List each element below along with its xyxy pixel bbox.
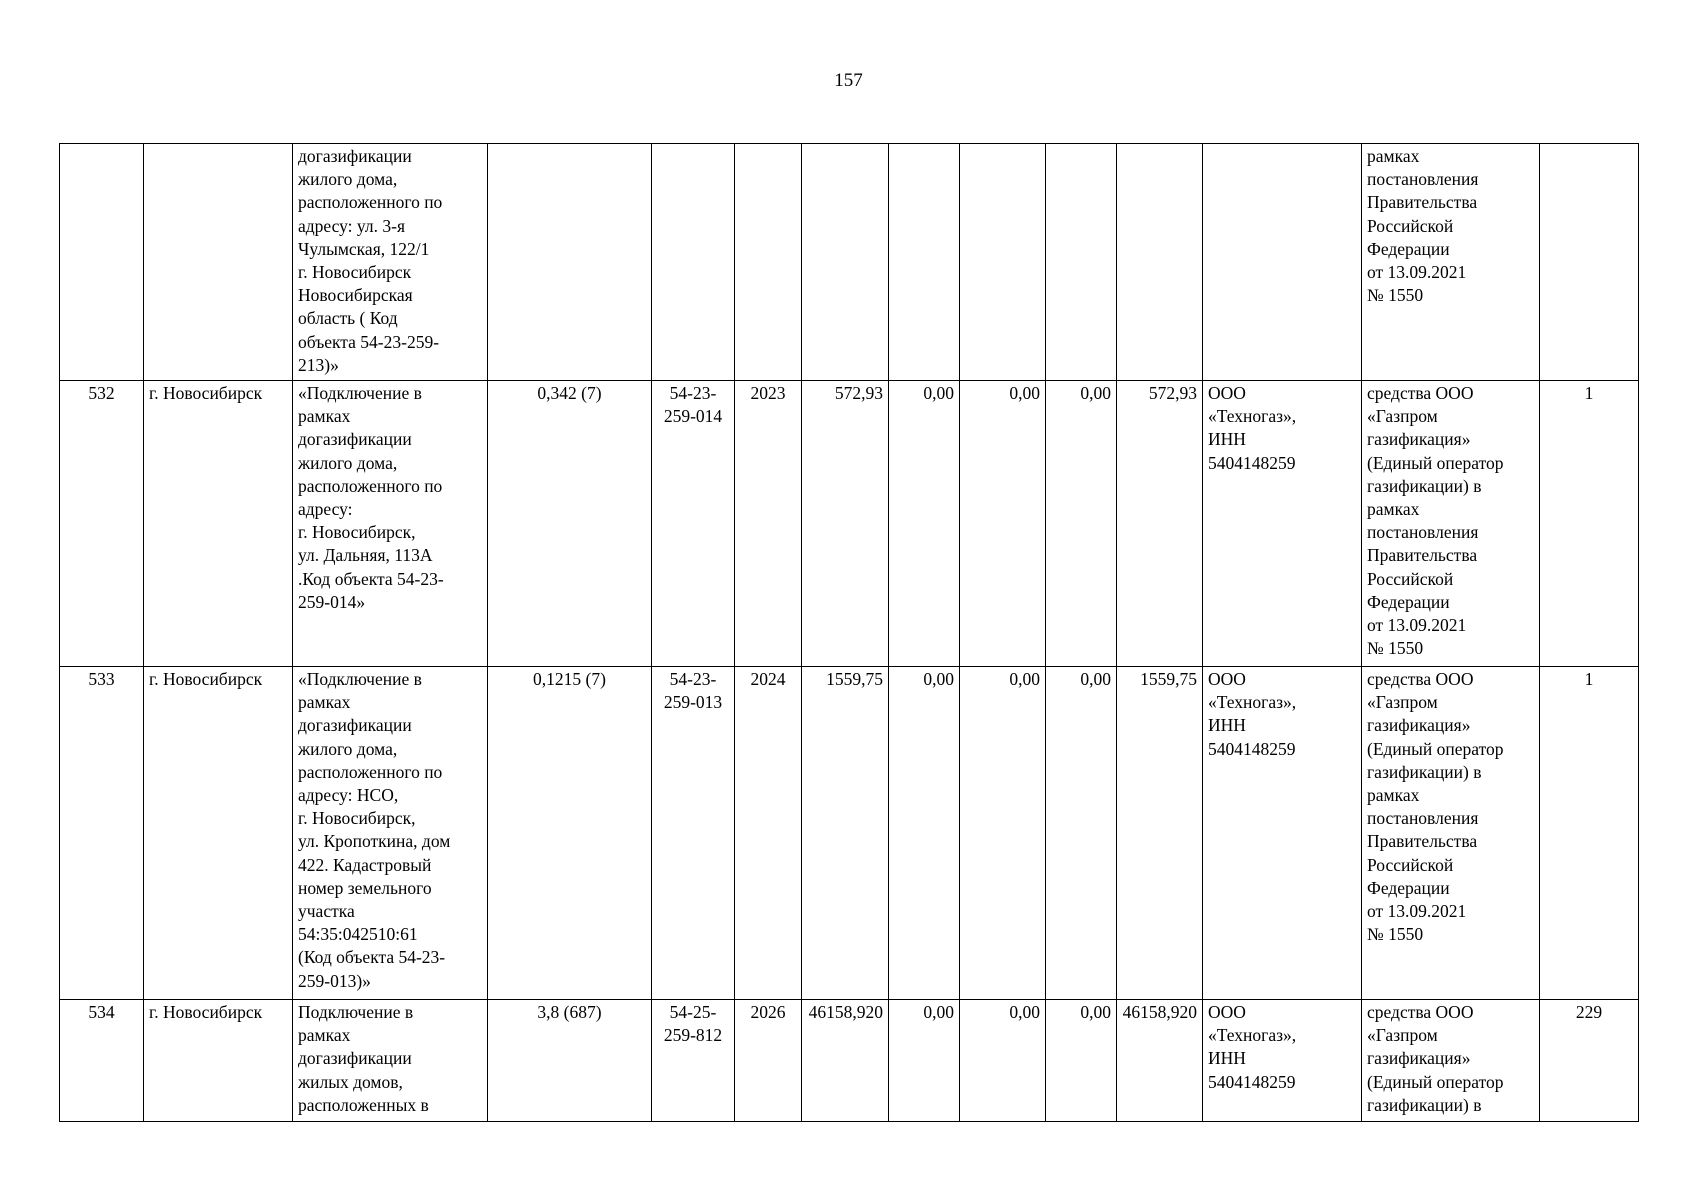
cost-col-1-cell: 0,00 (889, 667, 960, 1000)
cost-col-3-cell (1046, 144, 1117, 381)
total-cost-cell: 572,93 (802, 381, 889, 667)
cost-col-1-cell: 0,00 (889, 1000, 960, 1122)
count-cell: 1 (1540, 667, 1639, 1000)
table-row (60, 1000, 1639, 1122)
capacity-cell: 3,8 (687) (488, 1000, 652, 1122)
description-cell: догазификации жилого дома, расположенного по адресу: ул. 3-я Чулымская, 122/1 г. Новосибирск Новосибирская область ( Код объекта 54-23-259- 213)» (293, 144, 488, 381)
object-code-cell (652, 144, 735, 381)
description-cell: Подключение в рамках догазификации жилых домов, расположенных в (293, 1000, 488, 1122)
cost-col-3-cell: 0,00 (1046, 1000, 1117, 1122)
investment-program-table (59, 143, 1639, 1122)
settlement-cell: г. Новосибирск (144, 381, 293, 667)
funding-source-cell: средства ООО «Газпром газификация» (Единый оператор газификации) в рамках постановления Правительства Российской Федерации от 13.09.2021 № 1550 (1362, 667, 1540, 1000)
row-number-cell: 532 (60, 381, 144, 667)
funding-source-cell: средства ООО «Газпром газификация» (Единый оператор газификации) в рамках постановления Правительства Российской Федерации от 13.09.2021 № 1550 (1362, 381, 1540, 667)
total-cost-cell: 1559,75 (802, 667, 889, 1000)
cost-col-4-cell: 46158,920 (1117, 1000, 1203, 1122)
cost-col-2-cell: 0,00 (960, 381, 1046, 667)
count-cell: 229 (1540, 1000, 1639, 1122)
settlement-cell (144, 144, 293, 381)
settlement-cell: г. Новосибирск (144, 667, 293, 1000)
row-number-cell: 533 (60, 667, 144, 1000)
executor-cell: ООО «Техногаз», ИНН 5404148259 (1203, 667, 1362, 1000)
cost-col-1-cell: 0,00 (889, 381, 960, 667)
executor-cell (1203, 144, 1362, 381)
object-code-cell: 54-25- 259-812 (652, 1000, 735, 1122)
object-code-cell: 54-23- 259-014 (652, 381, 735, 667)
capacity-cell (488, 144, 652, 381)
cost-col-2-cell: 0,00 (960, 1000, 1046, 1122)
cost-col-2-cell: 0,00 (960, 667, 1046, 1000)
description-cell: «Подключение в рамках догазификации жилого дома, расположенного по адресу: НСО, г. Новосибирск, ул. Кропоткина, дом 422. Кадастровый номер земельного участка 54:35:042510:61 (Код объекта 54-23- 259-013)» (293, 667, 488, 1000)
table-row (60, 381, 1639, 667)
capacity-cell: 0,342 (7) (488, 381, 652, 667)
year-cell (735, 144, 802, 381)
row-number-cell: 534 (60, 1000, 144, 1122)
row-number-cell (60, 144, 144, 381)
cost-col-2-cell (960, 144, 1046, 381)
capacity-cell: 0,1215 (7) (488, 667, 652, 1000)
executor-cell: ООО «Техногаз», ИНН 5404148259 (1203, 381, 1362, 667)
cost-col-3-cell: 0,00 (1046, 381, 1117, 667)
description-cell: «Подключение в рамках догазификации жилого дома, расположенного по адресу: г. Новосибирск, ул. Дальняя, 113А .Код объекта 54-23- 259-014» (293, 381, 488, 667)
total-cost-cell: 46158,920 (802, 1000, 889, 1122)
funding-source-cell: рамках постановления Правительства Российской Федерации от 13.09.2021 № 1550 (1362, 144, 1540, 381)
cost-col-3-cell: 0,00 (1046, 667, 1117, 1000)
table-row (60, 667, 1639, 1000)
page-number: 157 (834, 70, 863, 91)
cost-col-4-cell: 572,93 (1117, 381, 1203, 667)
count-cell (1540, 144, 1639, 381)
year-cell: 2026 (735, 1000, 802, 1122)
year-cell: 2024 (735, 667, 802, 1000)
cost-col-4-cell (1117, 144, 1203, 381)
object-code-cell: 54-23- 259-013 (652, 667, 735, 1000)
settlement-cell: г. Новосибирск (144, 1000, 293, 1122)
cost-col-4-cell: 1559,75 (1117, 667, 1203, 1000)
total-cost-cell (802, 144, 889, 381)
executor-cell: ООО «Техногаз», ИНН 5404148259 (1203, 1000, 1362, 1122)
funding-source-cell: средства ООО «Газпром газификация» (Единый оператор газификации) в (1362, 1000, 1540, 1122)
year-cell: 2023 (735, 381, 802, 667)
count-cell: 1 (1540, 381, 1639, 667)
cost-col-1-cell (889, 144, 960, 381)
table-row (60, 144, 1639, 381)
